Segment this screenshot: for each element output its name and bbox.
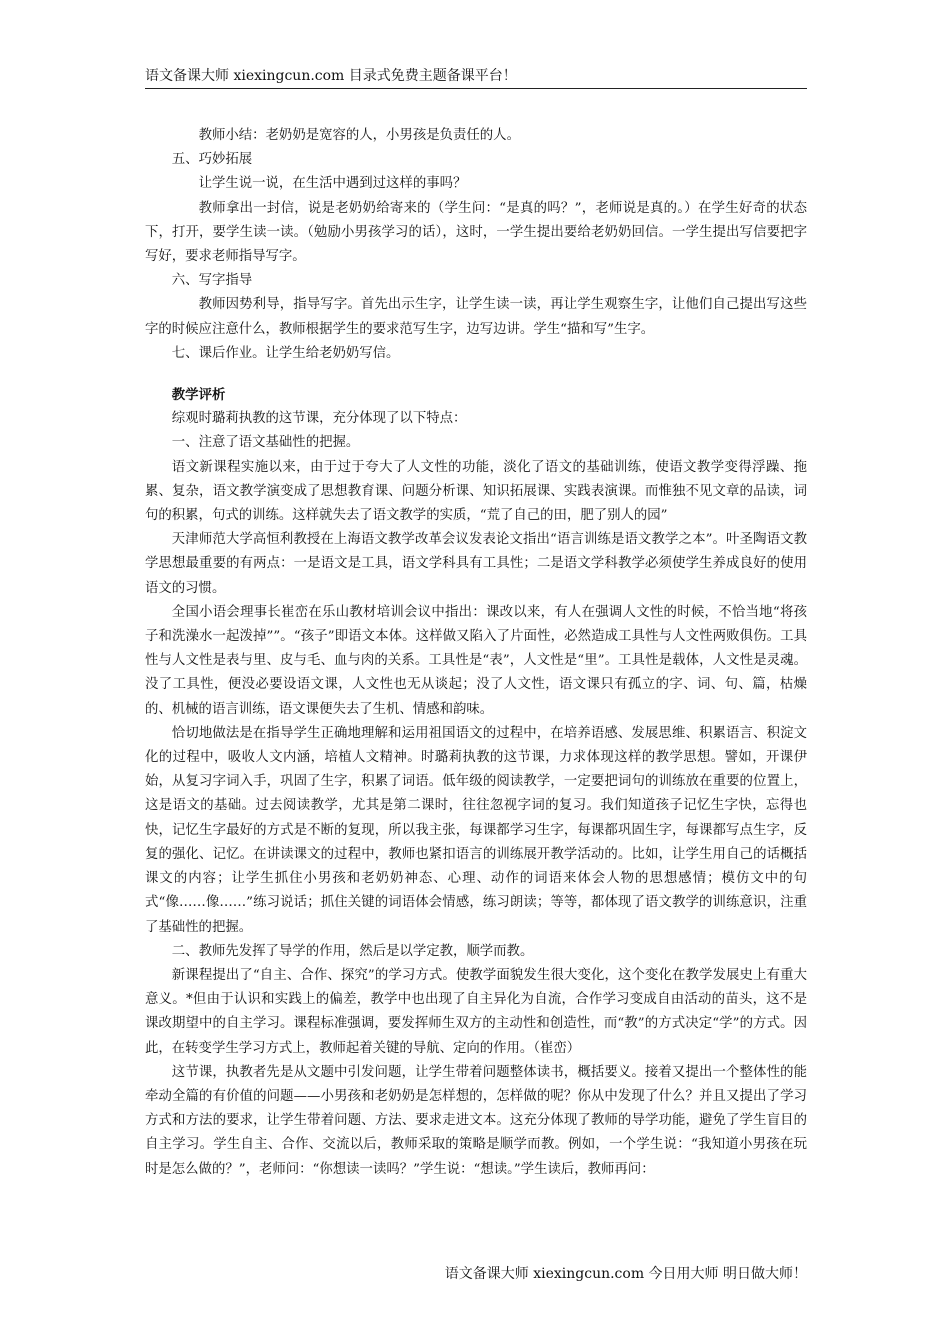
page-footer: [145, 1264, 807, 1284]
analysis-paragraph: 二、教师先发挥了导学的作用，然后是以学定教，顺学而教。: [171, 943, 534, 959]
paragraph: 让学生说一说，在生活中遇到过这样的事吗？: [198, 176, 467, 192]
analysis-paragraph: 恰切地做法是在指导学生正确地理解和运用祖国语文的过程中，在培养语感、发展思维、积累语言、积淀文化的过程中，吸收人文内涵，培植人文精神。时璐莉执教的这节课，力求体现这样的教学思想。譬如，开课伊始，从复习字词入手，巩固了生字，积累了词语。低年级的阅读教学，一定要把词句的训练放在重要的位置上，这是语文的基础。过去阅读教学，尤其是第二课时，往往忽视字词的复习。我们知道孩子记忆生字快，忘得也快，记忆生字最好的方式是不断的复现，所以我主张，每课都学习生字，每课都巩固生字，每课都写点生字，反复的强化、记忆。在讲读课文的过程中，教师也紧扣语言的训练展开教学活动的。比如，让学生用自己的话概括课文的内容；让学生抓住小男孩和老奶奶神态、心理、动作的词语来体会人物的思想感情；模仿文中的句式“像……像……”练习说话；抓住关键的词语体会情感，练习朗读；等等，都体现了语文教学的训练意识，注重了基础性的把握。: [145, 725, 807, 935]
header-text: 语文备课大师 xiexingcun.com 目录式免费主题备课平台！: [145, 68, 517, 84]
analysis-paragraph: 天津师范大学高恒利教授在上海语文教学改革会议发表论文指出“语言训练是语文教学之本”。叶圣陶语文教学思想最重要的有两点：一是语文是工具，语文学科具有工具性；二是语文学科教学必须使学生养成良好的使用语文的习惯。: [145, 532, 807, 596]
analysis-paragraph: 全国小语会理事长崔峦在乐山教材培训会议中指出：课改以来，有人在强调人文性的时候，不恰当地“将孩子和洗澡水一起泼掉””。“孩子”即语文本体。这样做又陷入了片面性，必然造成工具性与人文性两败俱伤。工具性与人文性是表与里、皮与毛、血与肉的关系。工具性是“表”，人文性是“里”。工具性是载体，人文性是灵魂。没了工具性，便没必要设语文课，人文性也无从谈起；没了人文性，语文课只有孤立的字、词、句、篇，枯燥的、机械的语言训练，语文课便失去了生机、情感和韵味。: [145, 604, 807, 717]
paragraph: 教师因势利导，指导写字。首先出示生字，让学生读一读，再让学生观察生字，让他们自己提出写这些字的时候应注意什么，教师根据学生的要求范写生字，边写边讲。学生“描和写”生字。: [145, 297, 807, 337]
section-heading: 六、写字指导: [171, 273, 253, 289]
section-heading: 七、课后作业。让学生给老奶奶写信。: [171, 345, 400, 361]
analysis-paragraph: 语文新课程实施以来，由于过于夸大了人文性的功能，淡化了语文的基础训练，使语文教学变得浮躁、拖累、复杂，语文教学演变成了思想教育课、问题分析课、知识拓展课、实践表演课。而惟独不见文章的品读，词句的积累，句式的训练。这样就失去了语文教学的实质，“荒了自己的田，肥了别人的园”: [145, 459, 807, 524]
analysis-title: 教学评析: [171, 387, 226, 404]
paragraph: 教师小结：老奶奶是宽容的人，小男孩是负责任的人。: [198, 128, 520, 143]
document-body: [145, 124, 807, 1182]
analysis-paragraph: 这节课，执教者先是从文题中引发问题，让学生带着问题整体读书，概括要义。接着又提出一个整体性的能牵动全篇的有价值的问题——小男孩和老奶奶是怎样想的，怎样做的呢？你从中发现了什么？并且又提出了学习方式和方法的要求，让学生带着问题、方法、要求走进文本。这充分体现了教师的导学功能，避免了学生盲目的自主学习。学生自主、合作、交流以后，教师采取的策略是顺学而教。例如，一个学生说：“我知道小男孩在玩时是怎么做的？”，老师问：“你想读一读吗？”学生说：“想读。”学生读后，教师再问：: [145, 1064, 807, 1177]
section-heading: 五、巧妙拓展: [171, 152, 253, 168]
paragraph: 教师拿出一封信，说是老奶奶给寄来的（学生问：“是真的吗？”，老师说是真的。）在学生好奇的状态下，打开，要学生读一读。（勉励小男孩学习的话），这时，一学生提出要给老奶奶回信。一学生提出写信要把字写好，要求老师指导写字。: [145, 200, 807, 265]
analysis-paragraph: 新课程提出了“自主、合作、探究”的学习方式。使教学面貌发生很大变化，这个变化在教学发展史上有重大意义。*但由于认识和实践上的偏差，教学中也出现了自主异化为自流，合作学习变成自由活动的苗头，这不是课改期望中的自主学习。课程标准强调，要发挥师生双方的主动性和创造性，而“教”的方式决定“学”的方式。因此，在转变学生学习方式上，教师起着关键的导航、定向的作用。（崔峦）: [145, 967, 807, 1056]
footer-text: 语文备课大师 xiexingcun.com 今日用大师 明日做大师！: [444, 1266, 807, 1282]
analysis-paragraph: 综观时璐莉执教的这节课，充分体现了以下特点：: [171, 411, 467, 427]
analysis-paragraph: 一、注意了语文基础性的把握。: [171, 435, 360, 451]
page-header: [145, 66, 807, 89]
